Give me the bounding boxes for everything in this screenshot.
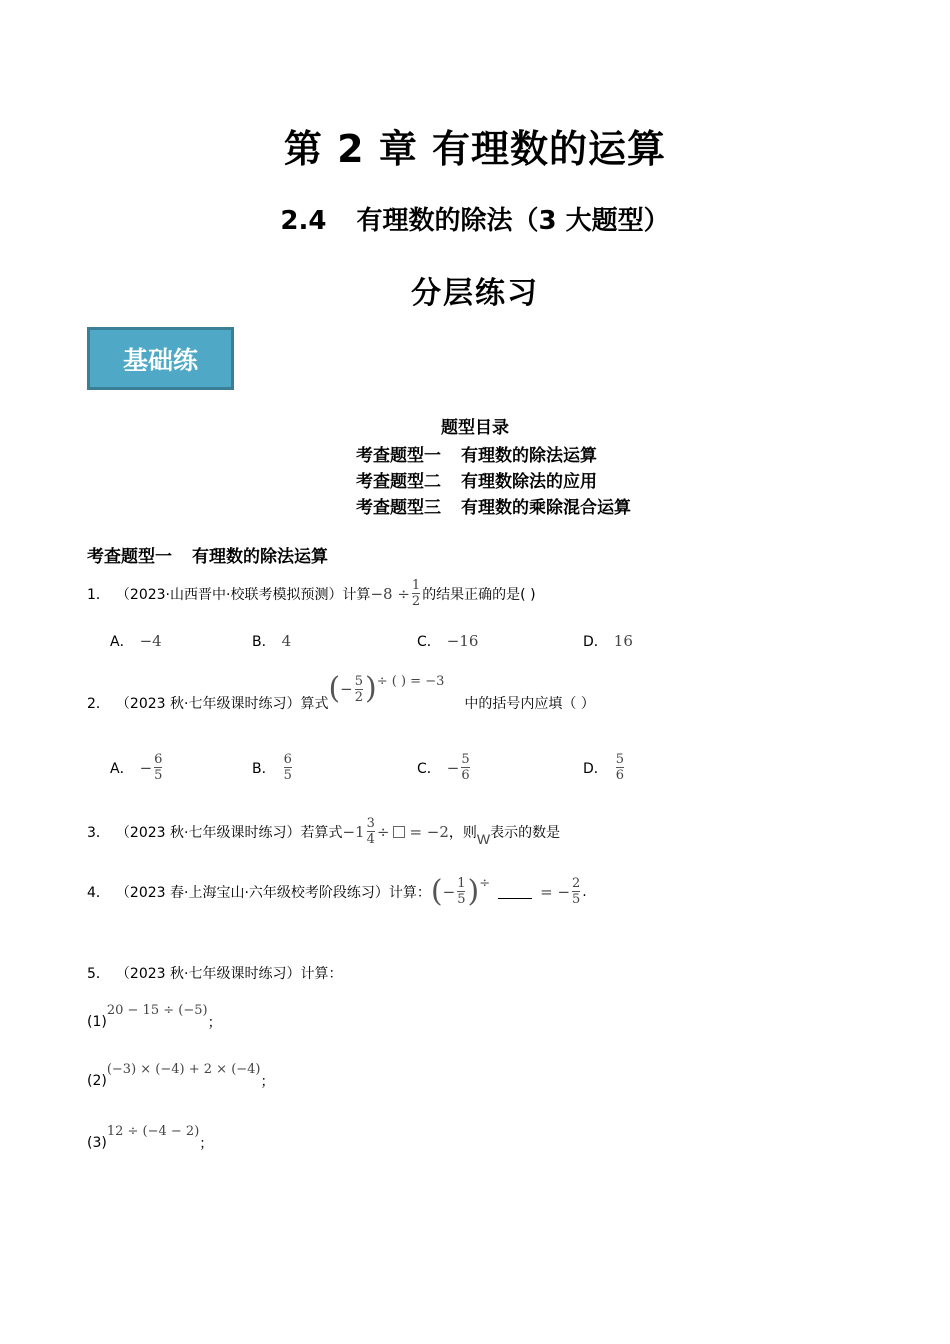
question-1: [87, 578, 536, 609]
section-name: 有理数的除法运算: [192, 547, 328, 567]
option-a[interactable]: A． −4: [110, 632, 162, 650]
toc-item[interactable]: [356, 441, 597, 466]
section-heading: [87, 542, 328, 567]
question-text: （2023 秋·七年级课时练习）若算式: [115, 824, 343, 841]
section-title: [0, 200, 950, 237]
toc-item-name: 有理数的乘除混合运算: [461, 498, 631, 518]
option-b[interactable]: B． $\frac{6}{5}$: [252, 752, 292, 783]
w-symbol: W: [476, 830, 491, 847]
question-2: 2． （2023 秋·七年级课时练习）算式 ( − $\frac{5}{2}$ ) ÷ ( ) = −3 中的括号内应填（ ）: [87, 671, 595, 712]
option-c[interactable]: C． −16: [417, 632, 479, 650]
question-text: 表示的数是: [490, 824, 561, 841]
blank-box: [393, 826, 405, 838]
question-text: （2023 秋·七年级课时练习）计算：: [115, 966, 343, 982]
badge-label: 基础练: [122, 345, 198, 375]
toc-item-name: 有理数除法的应用: [461, 472, 597, 492]
question-number: 3．: [87, 824, 110, 841]
option-d[interactable]: D． $\frac{5}{6}$: [583, 752, 625, 783]
question-number: 2．: [87, 696, 110, 712]
option-d[interactable]: D． 16: [583, 632, 633, 650]
question-4: 4． （2023 春·上海宝山·六年级校考阶段练习）计算： ( − $\frac{1}{5}$ ) ÷ = − $\frac{2}{5}$ .: [87, 873, 587, 909]
math-expression: 12 ÷ (−4 − 2): [106, 1123, 200, 1139]
option-c[interactable]: C． − $\frac{5}{6}$: [417, 752, 470, 783]
toc: [0, 415, 950, 518]
toc-item-type: 考查题型三: [356, 498, 441, 518]
chapter-title: 第 2 章 有理数的运算: [283, 127, 667, 171]
toc-item-type: 考查题型一: [356, 446, 441, 466]
question-5-part-1: (1) 20 − 15 ÷ (−5) ；: [87, 1002, 222, 1031]
section-number: 2.4: [280, 206, 327, 236]
question-5: [87, 963, 342, 983]
question-text: （2023·山西晋中·校联考模拟预测）计算: [115, 586, 371, 603]
math-expression: ÷ ( ) = −3: [376, 673, 445, 689]
math-expression: 20 − 15 ÷ (−5): [106, 1002, 208, 1018]
toc-item-type: 考查题型二: [356, 472, 441, 492]
question-5-part-3: (3) 12 ÷ (−4 − 2) ；: [87, 1123, 214, 1152]
question-number: 4．: [87, 884, 110, 901]
part-label: (3): [87, 1135, 107, 1151]
question-text: ，则: [448, 824, 477, 841]
fraction: $\frac{3}{4}$: [366, 816, 375, 847]
option-b[interactable]: B． 4: [252, 632, 292, 650]
question-text: （2023 春·上海宝山·六年级校考阶段练习）计算：: [115, 884, 431, 901]
question-text: 中的括号内应填（ ）: [464, 696, 595, 712]
option-a[interactable]: A． − $\frac{6}{5}$: [110, 752, 163, 783]
question-5-part-2: (2) (−3) × (−4) + 2 × (−4) ；: [87, 1061, 275, 1090]
question-3: 3． （2023 秋·七年级课时练习）若算式 −1 $\frac{3}{4}$ ÷ = −2 ，则 W 表示的数是: [87, 816, 561, 847]
math-expression: (−3) × (−4) + 2 × (−4): [106, 1061, 261, 1077]
fraction: $\frac{5}{2}$: [354, 673, 364, 705]
fraction: $\frac{1}{5}$: [457, 876, 466, 907]
math-expression: −8 ÷: [370, 584, 410, 603]
fraction: $\frac{2}{5}$: [572, 876, 581, 907]
question-text: 的结果正确的是( ): [422, 586, 536, 603]
section-type: 考查题型一: [87, 547, 172, 567]
section-name: 有理数的除法（3 大题型）: [356, 206, 670, 236]
toc-item[interactable]: [356, 467, 597, 492]
part-label: (2): [87, 1073, 107, 1089]
answer-blank[interactable]: [498, 884, 532, 899]
toc-title: 题型目录: [441, 418, 509, 438]
layer-title: 分层练习: [411, 276, 539, 311]
part-label: (1): [87, 1014, 107, 1030]
question-number: 1．: [87, 586, 110, 603]
question-text: （2023 秋·七年级课时练习）算式: [115, 696, 329, 712]
toc-item-name: 有理数的除法运算: [461, 446, 597, 466]
basic-practice-badge: [87, 327, 234, 390]
fraction: $\frac{1}{2}$: [411, 578, 421, 609]
question-number: 5．: [87, 966, 110, 982]
toc-item[interactable]: [356, 493, 631, 518]
